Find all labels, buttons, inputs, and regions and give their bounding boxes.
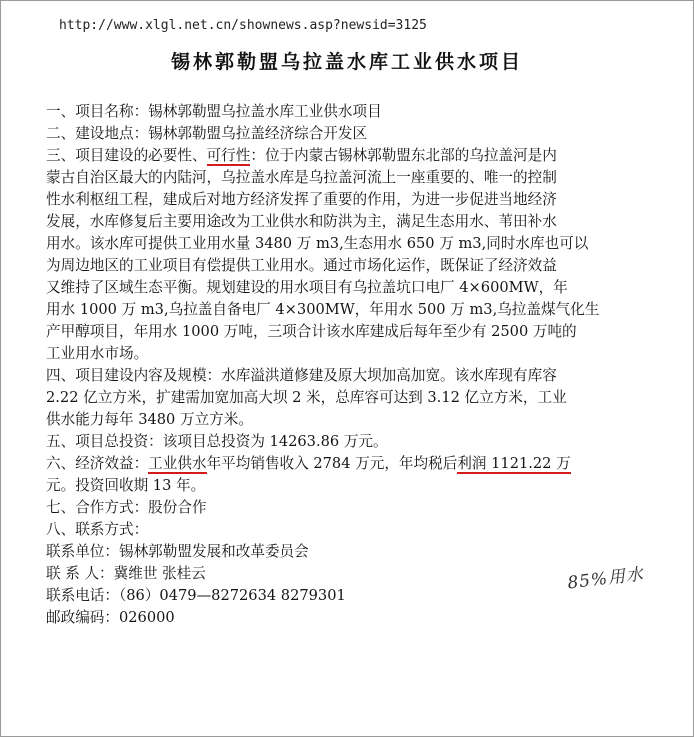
item-scope	[46, 365, 646, 431]
necessity-line-1	[46, 145, 646, 167]
source-url: http://www.xlgl.net.cn/shownews.asp?newsid=3125	[59, 18, 427, 33]
necessity-line-2: 蒙古自治区最大的内陆河，乌拉盖水库是乌拉盖河流上一座重要的、唯一的控制	[46, 169, 557, 186]
handwritten-note: 85%用水	[566, 564, 646, 594]
item-cooperation: 七、合作方式：股份合作	[46, 499, 207, 516]
contact-unit: 联系单位：锡林郭勒盟发展和改革委员会	[46, 543, 309, 560]
benefit-mid: 年平均销售收入 2784 万元，年均税后	[206, 455, 458, 472]
contact-phone: 联系电话：（86）0479—8272634 8279301	[46, 587, 346, 604]
item-location: 二、建设地点：锡林郭勒盟乌拉盖经济综合开发区	[46, 125, 368, 142]
necessity-prefix: 三、项目建设的必要性、	[46, 147, 207, 164]
item-necessity	[46, 145, 646, 365]
necessity-line-5: 用水。该水库可提供工业用水量 3480 万 m3,生态用水 650 万 m3,同时水库也可以	[46, 235, 589, 252]
benefit-line-1	[46, 453, 646, 475]
necessity-line-6: 为周边地区的工业项目有偿提供工业用水。通过市场化运作，既保证了经济效益	[46, 257, 557, 274]
item-contact-heading: 八、联系方式：	[46, 521, 149, 538]
contact-person: 联 系 人：冀维世 张桂云	[46, 565, 206, 582]
scope-line-2: 2.22 亿立方米，扩建需加宽加高大坝 2 米，总库容可达到 3.12 亿立方米，工业	[46, 389, 567, 406]
postcode: 邮政编码：026000	[46, 609, 175, 626]
necessity-line-1-rest: ：位于内蒙古锡林郭勒盟东北部的乌拉盖河是内	[250, 147, 557, 164]
item-investment: 五、项目总投资：该项目总投资为 14263.86 万元。	[46, 433, 388, 450]
benefit-line-2: 元。投资回收期 13 年。	[46, 477, 206, 494]
document-title: 锡林郭勒盟乌拉盖水库工业供水项目	[170, 51, 523, 73]
necessity-line-4: 发展，水库修复后主要用途改为工业供水和防洪为主，满足生态用水、苇田补水	[46, 213, 557, 230]
item-benefit	[46, 453, 646, 497]
necessity-line-3: 性水利枢纽工程，建成后对地方经济发挥了重要的作用，为进一步促进当地经济	[46, 191, 557, 208]
necessity-line-8: 用水 1000 万 m3,乌拉盖自备电厂 4×300MW，年用水 500 万 m3,乌拉盖煤气化生	[46, 301, 600, 318]
industrial-supply-underlined: 工业供水	[148, 455, 207, 472]
profit-underlined: 利润 1121.22 万	[457, 455, 571, 472]
document-body	[46, 101, 646, 629]
necessity-line-7: 又维持了区域生态平衡。规划建设的用水项目有乌拉盖坑口电厂 4×600MW，年	[46, 279, 568, 296]
necessity-line-10: 工业用水市场。	[46, 345, 149, 362]
scope-line-3: 供水能力每年 3480 万立方米。	[46, 411, 253, 428]
necessity-line-9: 产甲醇项目，年用水 1000 万吨，三项合计该水库建成后每年至少有 2500 万吨的	[46, 323, 577, 340]
feasibility-underlined: 可行性	[206, 147, 251, 164]
item-project-name: 一、项目名称：锡林郭勒盟乌拉盖水库工业供水项目	[46, 103, 382, 120]
scope-line-1: 四、项目建设内容及规模：水库溢洪道修建及原大坝加高加宽。该水库现有库容	[46, 367, 557, 384]
benefit-prefix: 六、经济效益：	[46, 455, 149, 472]
